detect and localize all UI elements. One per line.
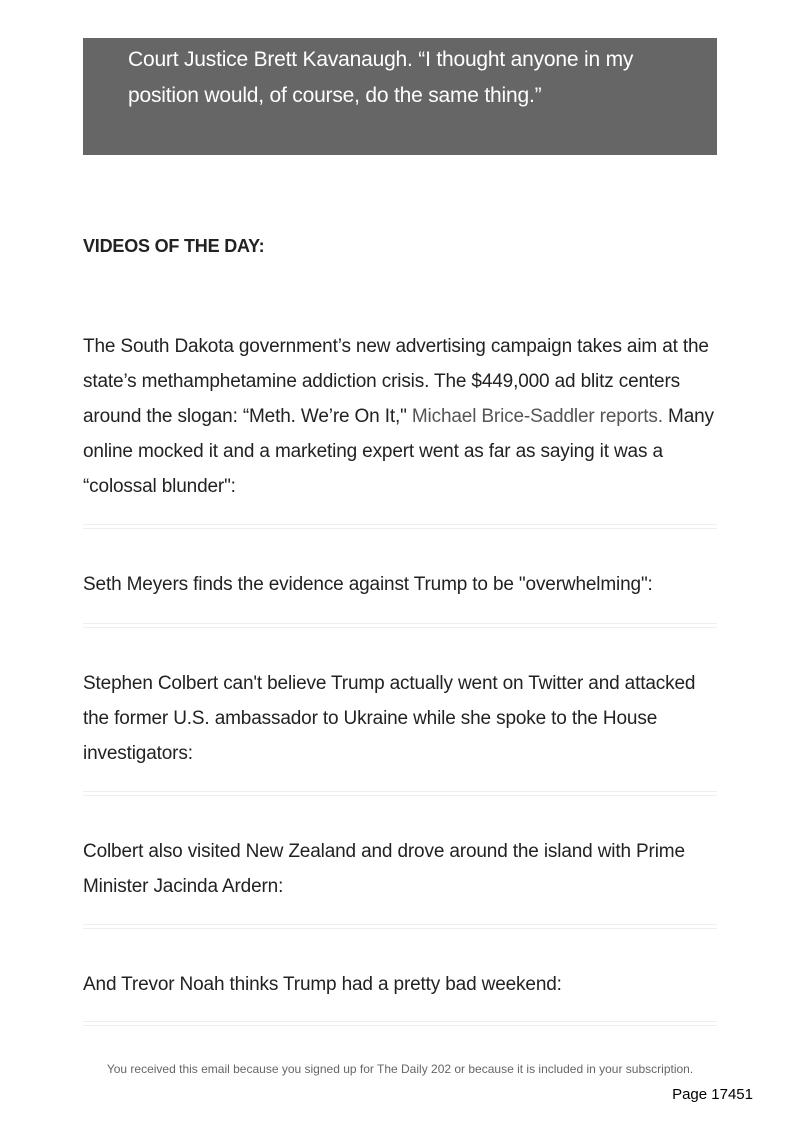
south-dakota-text-end: Many online mocked it and a marketing expert went as far as saying it was a “colossal blunder": (83, 406, 714, 497)
email-footer-note: You received this email because you signed up for The Daily 202 or because it is included in your subscription. (106, 1062, 694, 1076)
meyers-paragraph: Seth Meyers finds the evidence against Trump to be "overwhelming": (83, 574, 653, 595)
videos-heading: VIDEOS OF THE DAY: (83, 236, 265, 256)
south-dakota-text-start: The South Dakota government’s new advertising campaign takes aim at the state’s methamphetamine addiction crisis. The $449,000 ad blitz centers around the slogan: “Meth. We’re On It," (83, 336, 709, 427)
pull-quote-text: Court Justice Brett Kavanaugh. “I thought anyone in my position would, of course, do the same thing.” (128, 48, 634, 107)
video-embed-divider (83, 623, 717, 628)
colbert-twitter-paragraph: Stephen Colbert can't believe Trump actually went on Twitter and attacked the former U.S. ambassador to Ukraine while she spoke to the House investigators: (83, 673, 696, 764)
video-embed-divider (83, 924, 717, 929)
pull-quote-box (83, 38, 717, 155)
south-dakota-paragraph (83, 329, 723, 504)
trevor-noah-paragraph: And Trevor Noah thinks Trump had a pretty bad weekend: (83, 974, 562, 995)
colbert-new-zealand-paragraph: Colbert also visited New Zealand and drove around the island with Prime Minister Jacinda Ardern: (83, 841, 685, 897)
video-embed-divider (83, 791, 717, 796)
video-embed-divider (83, 524, 717, 529)
video-embed-divider (83, 1021, 717, 1026)
michael-brice-saddler-link[interactable]: Michael Brice-Saddler reports. (411, 406, 663, 427)
page-number: Page 17451 (672, 1086, 753, 1103)
